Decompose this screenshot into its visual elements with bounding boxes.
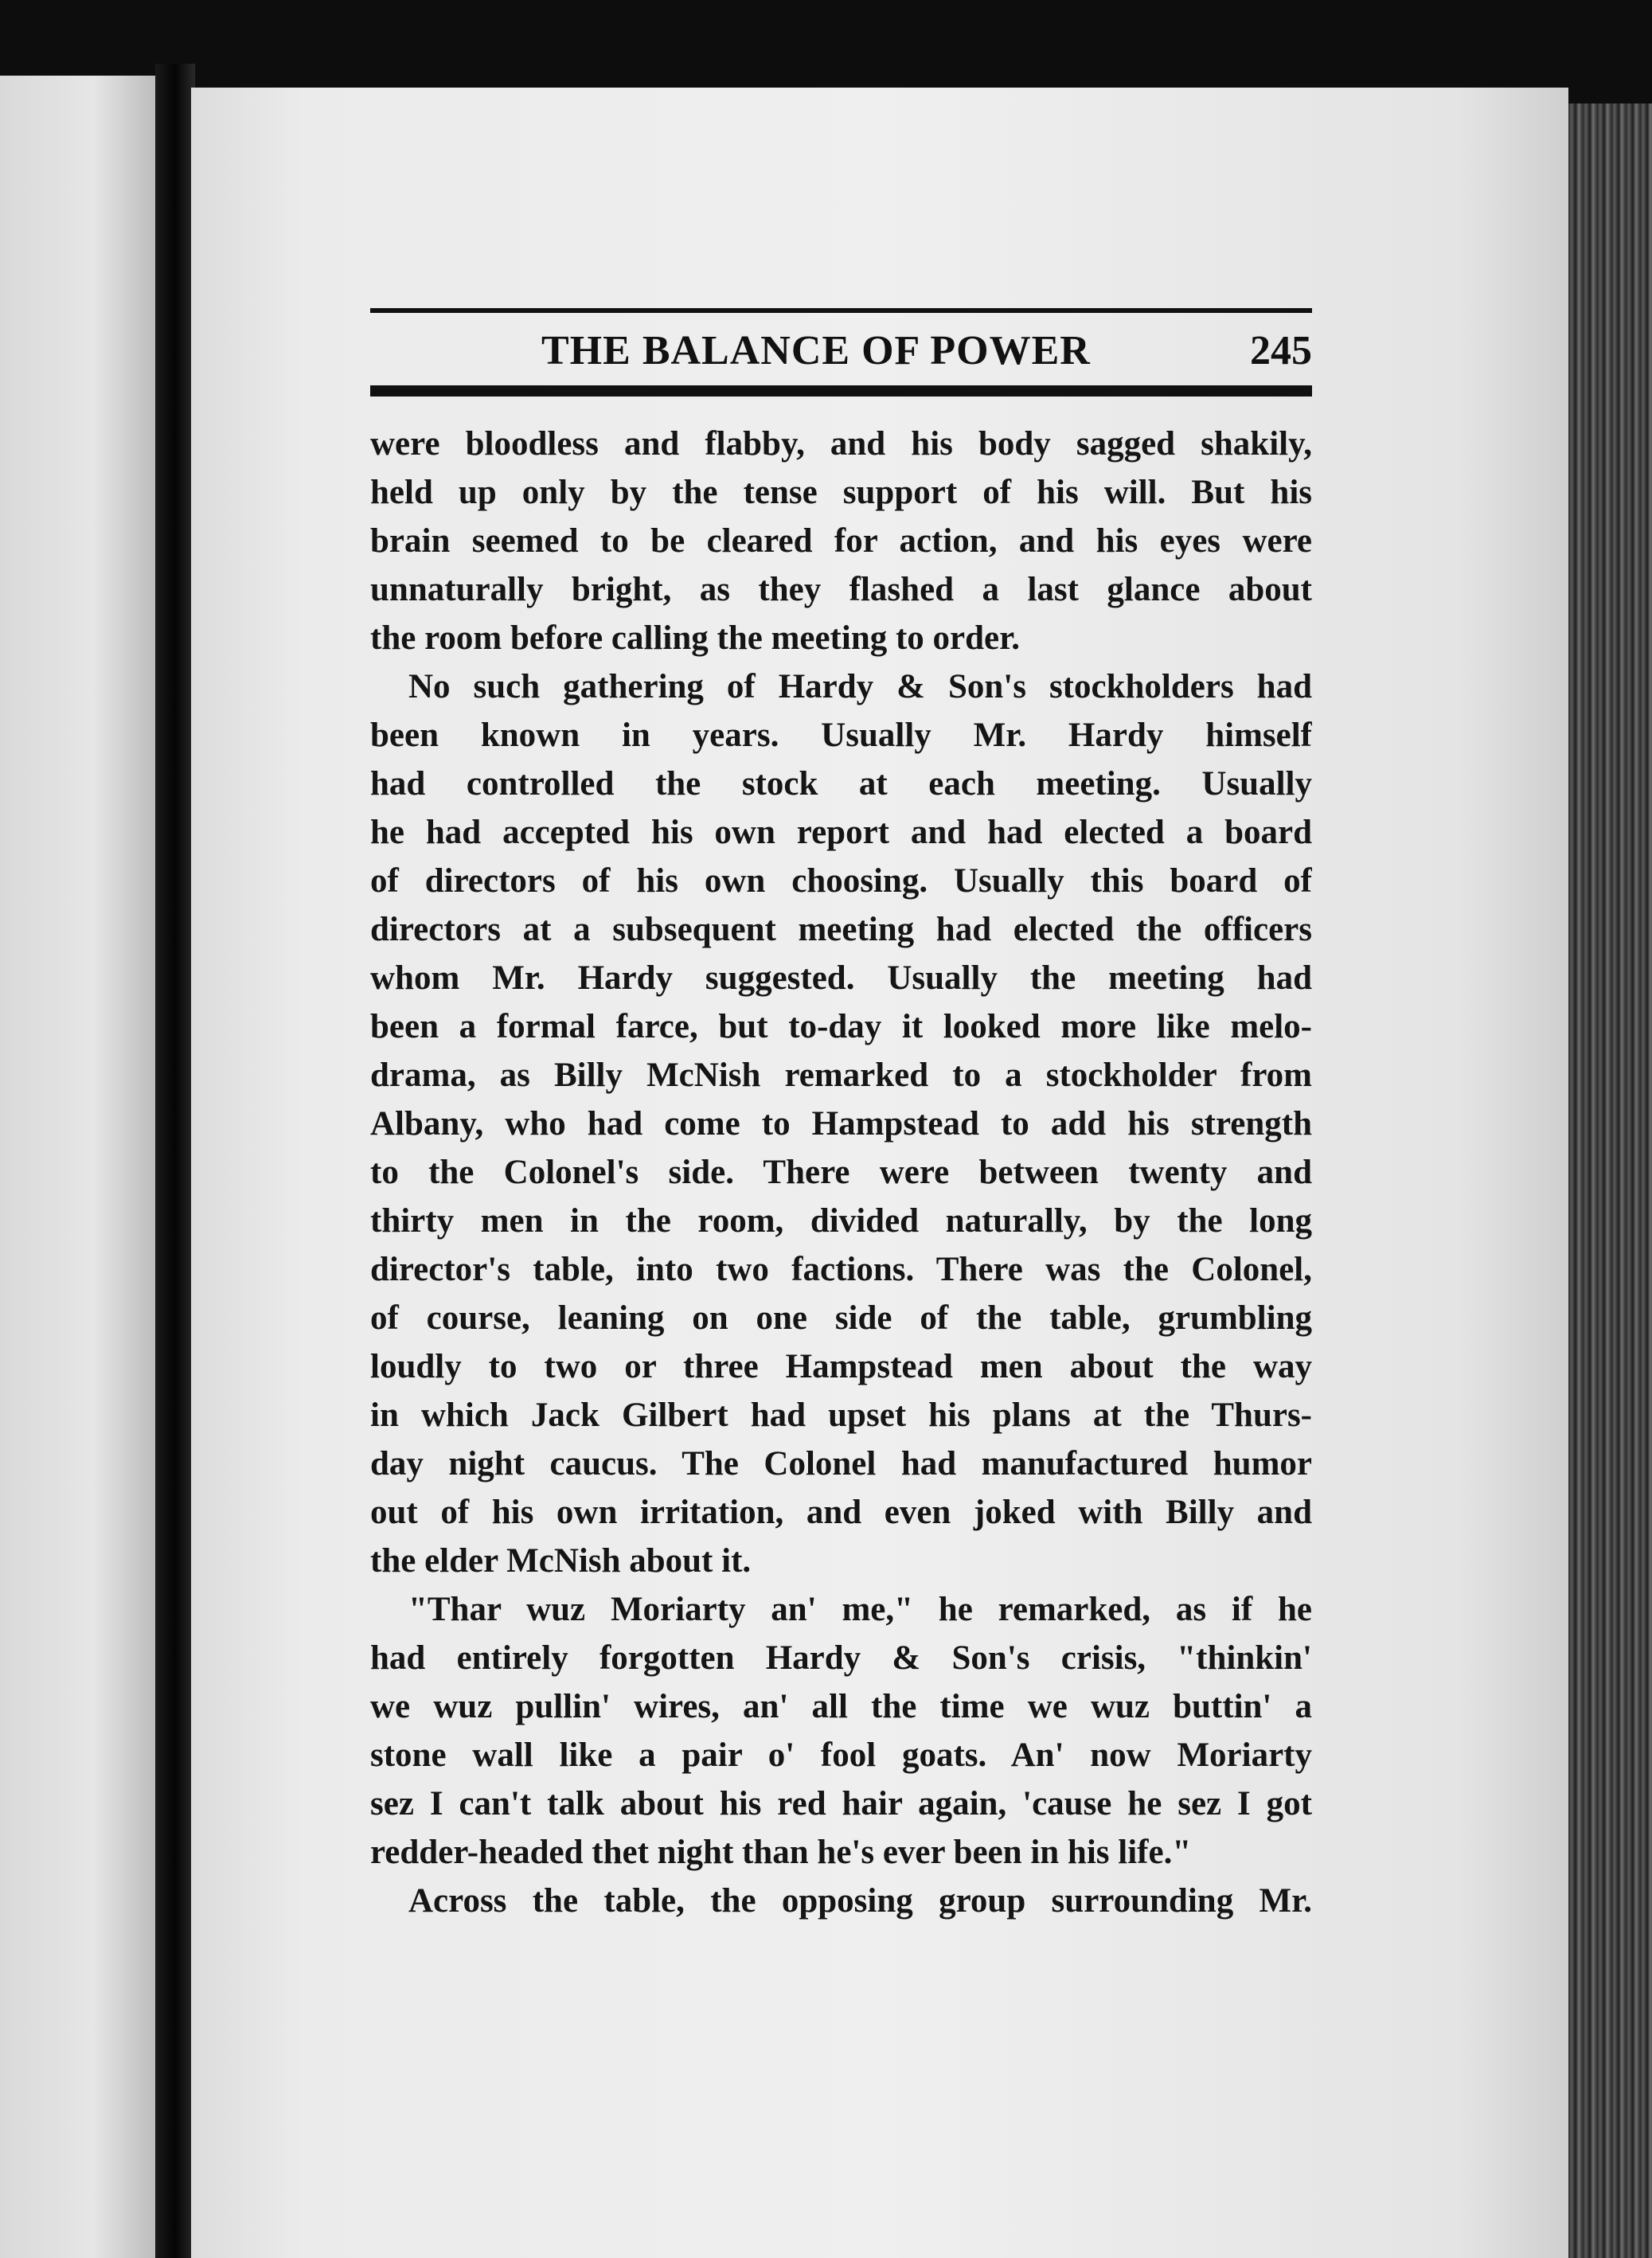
text-line: to the Colonel's side. There were between twenty and xyxy=(370,1154,1312,1191)
page-number: 245 xyxy=(1250,328,1312,373)
text-line: had entirely forgotten Hardy & Son's crisis, "thinkin' xyxy=(370,1639,1312,1677)
page-stack-edge xyxy=(1568,104,1652,2258)
text-line: loudly to two or three Hampstead men about the way xyxy=(370,1348,1312,1385)
text-line: the room before calling the meeting to order. xyxy=(370,619,1021,657)
text-line: of course, leaning on one side of the table, grumbling xyxy=(370,1299,1312,1337)
text-line: sez I can't talk about his red hair again, 'cause he sez I got xyxy=(370,1785,1312,1822)
text-line: directors at a subsequent meeting had elected the officers xyxy=(370,911,1312,948)
text-line: had controlled the stock at each meeting. Usually xyxy=(370,765,1312,803)
text-line: unnaturally bright, as they flashed a last glance about xyxy=(370,571,1312,608)
text-line: out of his own irritation, and even joked with Billy and xyxy=(370,1494,1312,1531)
text-line: of directors of his own choosing. Usually this board of xyxy=(370,862,1312,900)
text-line: we wuz pullin' wires, an' all the time we wuz buttin' a xyxy=(370,1688,1312,1725)
text-line: Across the table, the opposing group surrounding Mr. xyxy=(408,1882,1312,1920)
body-text xyxy=(370,420,1312,1925)
text-line: in which Jack Gilbert had upset his plans at the Thurs- xyxy=(370,1397,1312,1434)
text-line: held up only by the tense support of his will. But his xyxy=(370,474,1312,511)
text-line: were bloodless and flabby, and his body sagged shakily, xyxy=(370,425,1312,463)
text-line: No such gathering of Hardy & Son's stockholders had xyxy=(408,668,1312,705)
text-line: the elder McNish about it. xyxy=(370,1542,752,1580)
running-title: THE BALANCE OF POWER xyxy=(541,328,1091,373)
book-gutter xyxy=(155,64,195,2258)
text-line: redder-headed thet night than he's ever been in his life." xyxy=(370,1834,1192,1871)
running-header xyxy=(370,321,1312,381)
header-rule-top xyxy=(370,308,1312,313)
text-line: "Thar wuz Moriarty an' me," he remarked, as if he xyxy=(408,1591,1312,1628)
text-line: director's table, into two factions. There was the Colonel, xyxy=(370,1251,1312,1288)
text-line: drama, as Billy McNish remarked to a stockholder from xyxy=(370,1057,1312,1094)
text-line: brain seemed to be cleared for action, and his eyes were xyxy=(370,522,1312,560)
text-line: been known in years. Usually Mr. Hardy himself xyxy=(370,717,1312,754)
text-line: stone wall like a pair o' fool goats. An' now Moriarty xyxy=(370,1736,1312,1774)
text-line: he had accepted his own report and had elected a board xyxy=(370,814,1312,851)
header-rule-bottom xyxy=(370,385,1312,397)
text-line: whom Mr. Hardy suggested. Usually the meeting had xyxy=(370,959,1312,997)
facing-page-edge xyxy=(0,76,155,2258)
text-line: thirty men in the room, divided naturally, by the long xyxy=(370,1202,1312,1240)
text-line: been a formal farce, but to-day it looked more like melo- xyxy=(370,1008,1312,1045)
text-line: day night caucus. The Colonel had manufactured humor xyxy=(370,1445,1312,1483)
text-line: Albany, who had come to Hampstead to add his strength xyxy=(370,1105,1312,1143)
